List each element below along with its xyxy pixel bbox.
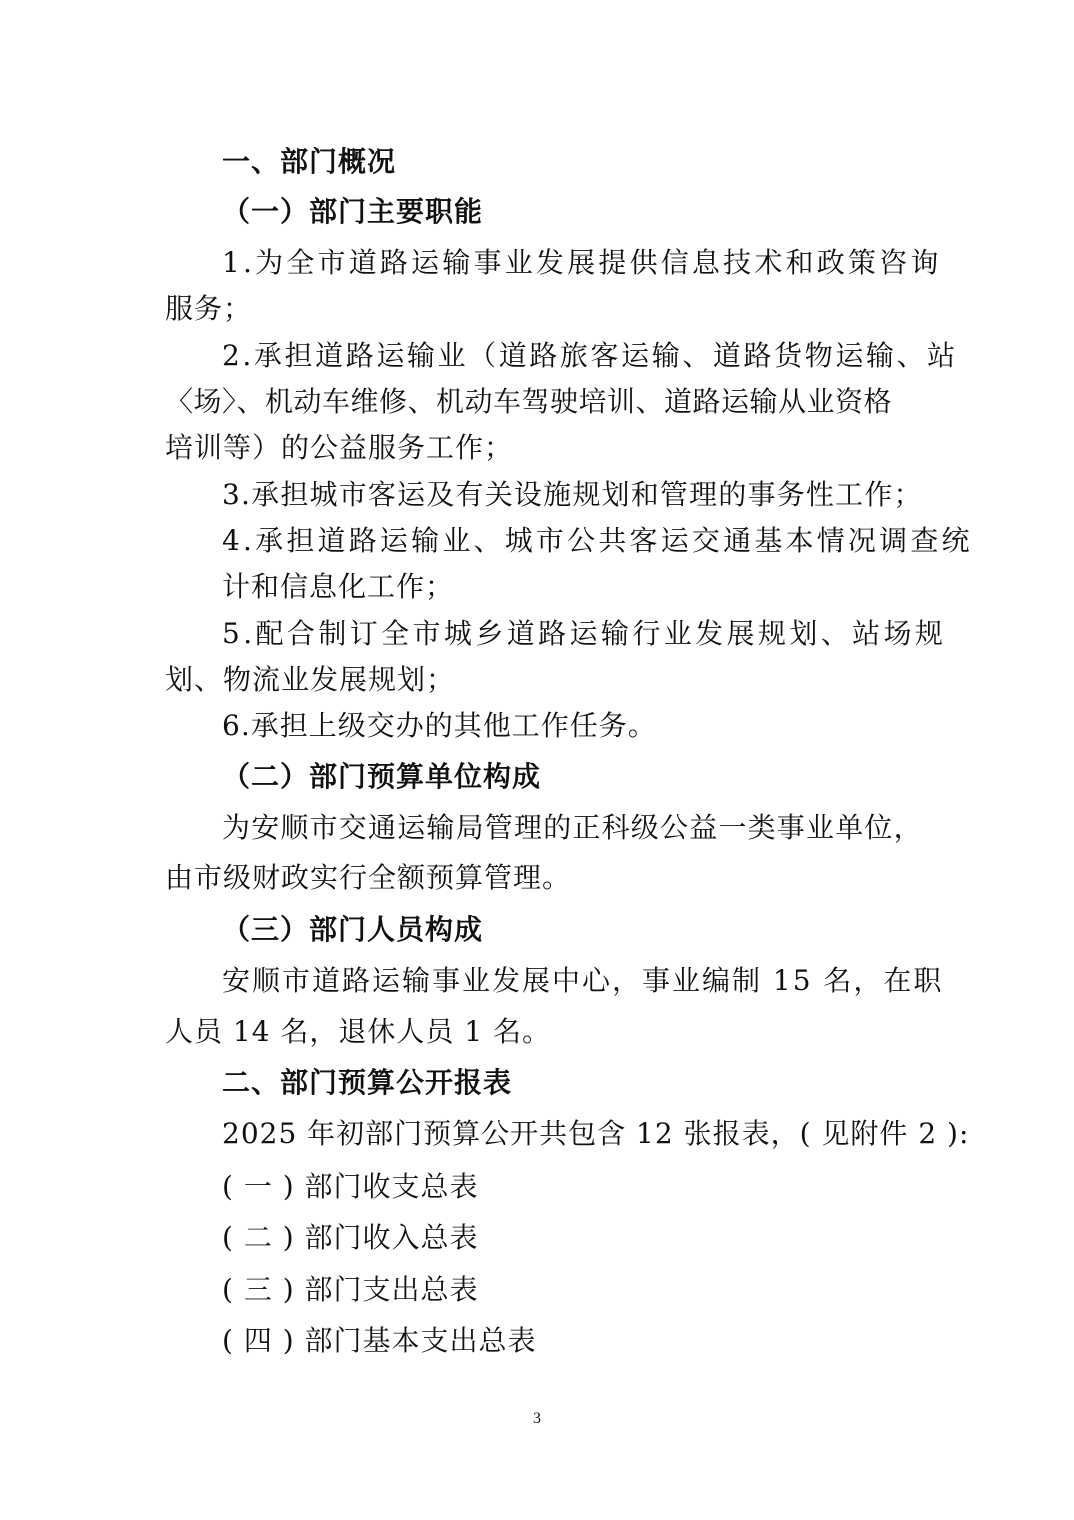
section-title-budget-reports: 二、部门预算公开报表 — [222, 1066, 513, 1099]
report-intro: 2025 年初部门预算公开共包含 12 张报表，( 见附件 2 ): — [222, 1117, 970, 1150]
duty-6-line-1: 6.承担上级交办的其他工作任务。 — [222, 709, 657, 742]
budget-unit-line-1: 为安顺市交通运输局管理的正科级公益一类事业单位， — [222, 811, 923, 844]
duty-5-line-1: 5.配合制订全市城乡道路运输行业发展规划、站场规 — [222, 617, 947, 650]
duty-1-line-2: 服务； — [165, 292, 253, 325]
staff-line-1: 安顺市道路运输事业发展中心，事业编制 15 名，在职 — [222, 964, 944, 997]
duty-1-line-1: 1.为全市道路运输事业发展提供信息技术和政策咨询 — [222, 246, 942, 279]
report-item: ( 四 ) 部门基本支出总表 — [222, 1324, 537, 1357]
duty-2-line-3: 培训等）的公益服务工作； — [165, 431, 514, 464]
page-number: 3 — [533, 1410, 541, 1427]
duty-3-line-1: 3.承担城市客运及有关设施规划和管理的事务性工作； — [222, 478, 923, 511]
report-item: ( 一 ) 部门收支总表 — [222, 1170, 479, 1203]
duty-2-line-2: 〈场〉、机动车维修、机动车驾驶培训、道路运输从业资格 — [165, 385, 893, 418]
duty-2-line-1: 2.承担道路运输业（道路旅客运输、道路货物运输、站 — [222, 339, 958, 372]
report-item: ( 三 ) 部门支出总表 — [222, 1273, 479, 1306]
staff-line-2: 人员 14 名，退休人员 1 名。 — [165, 1015, 552, 1048]
budget-unit-line-2: 由市级财政实行全额预算管理。 — [165, 861, 572, 894]
subsection-title-staff: （三）部门人员构成 — [222, 913, 484, 946]
duty-4-line-2: 计和信息化工作； — [222, 570, 455, 603]
report-item: ( 二 ) 部门收入总表 — [222, 1221, 479, 1254]
subsection-title-budget-units: （二）部门预算单位构成 — [222, 760, 542, 793]
subsection-title-duties: （一）部门主要职能 — [222, 195, 484, 228]
section-title-overview: 一、部门概况 — [222, 145, 397, 178]
duty-4-line-1: 4.承担道路运输业、城市公共客运交通基本情况调查统 — [222, 524, 973, 557]
duty-5-line-2: 划、物流业发展规划； — [165, 663, 456, 696]
